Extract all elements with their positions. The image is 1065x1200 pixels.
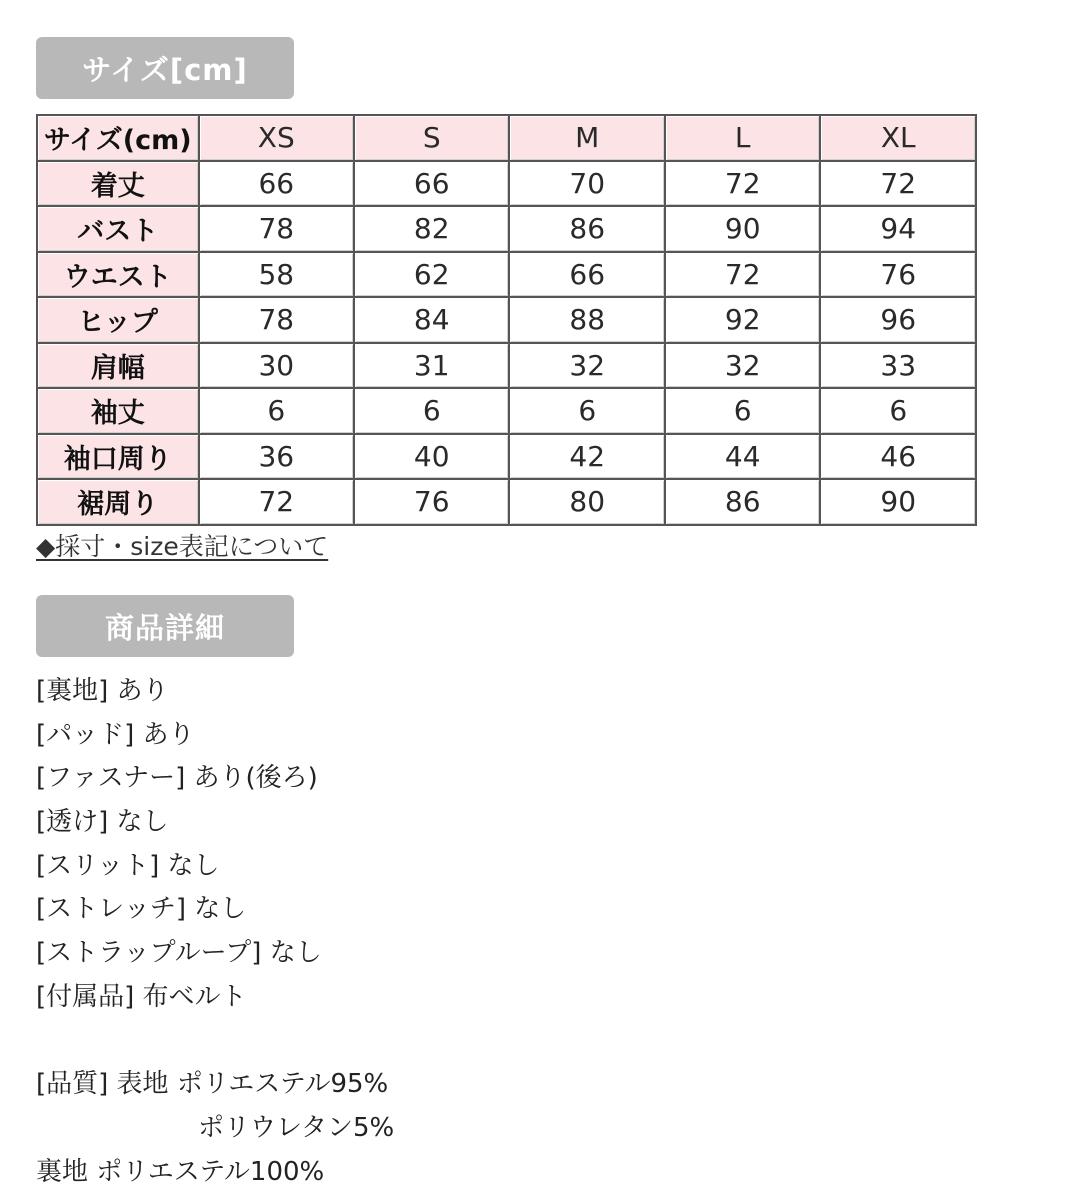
measurement-value: 90 — [821, 480, 977, 526]
measurement-value: 66 — [355, 162, 510, 208]
size-table-header-row — [38, 116, 977, 162]
measurement-value: 90 — [666, 207, 821, 253]
size-table-row — [38, 480, 977, 526]
measurement-value: 6 — [510, 389, 665, 435]
size-header-s: S — [355, 116, 510, 162]
size-table-row — [38, 162, 977, 208]
measurement-value: 40 — [355, 435, 510, 481]
measurement-label: ヒップ — [38, 298, 200, 344]
measurement-value: 66 — [510, 253, 665, 299]
size-table — [36, 114, 977, 526]
measurement-value: 6 — [200, 389, 355, 435]
detail-item: [スリット] なし — [36, 850, 220, 881]
measurement-value: 78 — [200, 298, 355, 344]
measurement-value: 86 — [666, 480, 821, 526]
size-measurement-note-link[interactable]: ◆採寸・size表記について — [36, 532, 329, 561]
measurement-label: 着丈 — [38, 162, 200, 208]
measurement-value: 32 — [666, 344, 821, 390]
product-detail-list — [36, 670, 394, 1194]
size-table-row — [38, 207, 977, 253]
measurement-value: 6 — [821, 389, 977, 435]
size-header-l: L — [666, 116, 821, 162]
measurement-value: 44 — [666, 435, 821, 481]
measurement-label: 裾周り — [38, 480, 200, 526]
detail-item: [ファスナー] あり(後ろ) — [36, 763, 318, 794]
detail-item: [ストレッチ] なし — [36, 894, 247, 925]
quality-line-outer: [品質] 表地 ポリエステル95% — [36, 1069, 389, 1100]
size-header-xl: XL — [821, 116, 977, 162]
detail-item: [ストラップループ] なし — [36, 938, 322, 969]
measurement-value: 32 — [510, 344, 665, 390]
detail-item: [透け] なし — [36, 807, 169, 838]
size-table-row — [38, 344, 977, 390]
quality-line-outer-2: ポリウレタン5% — [198, 1112, 395, 1143]
measurement-value: 76 — [821, 253, 977, 299]
measurement-value: 72 — [821, 162, 977, 208]
size-table-row — [38, 435, 977, 481]
measurement-value: 6 — [666, 389, 821, 435]
measurement-value: 76 — [355, 480, 510, 526]
measurement-value: 31 — [355, 344, 510, 390]
measurement-value: 6 — [355, 389, 510, 435]
size-header-m: M — [510, 116, 665, 162]
measurement-value: 92 — [666, 298, 821, 344]
size-header-xs: XS — [200, 116, 355, 162]
measurement-value: 70 — [510, 162, 665, 208]
detail-item: [付属品] 布ベルト — [36, 981, 247, 1012]
product-detail-section-tab: 商品詳細 — [36, 595, 294, 657]
measurement-value: 72 — [666, 162, 821, 208]
detail-item: [裏地] あり — [36, 676, 169, 706]
measurement-label: 袖丈 — [38, 389, 200, 435]
measurement-value: 66 — [200, 162, 355, 208]
measurement-value: 46 — [821, 435, 977, 481]
measurement-value: 72 — [666, 253, 821, 299]
measurement-value: 80 — [510, 480, 665, 526]
detail-item: [パッド] あり — [36, 719, 195, 750]
size-table-row — [38, 253, 977, 299]
measurement-value: 94 — [821, 207, 977, 253]
measurement-value: 33 — [821, 344, 977, 390]
measurement-label: バスト — [38, 207, 200, 253]
measurement-value: 86 — [510, 207, 665, 253]
measurement-value: 58 — [200, 253, 355, 299]
measurement-value: 72 — [200, 480, 355, 526]
measurement-value: 78 — [200, 207, 355, 253]
measurement-value: 62 — [355, 253, 510, 299]
size-table-row — [38, 298, 977, 344]
measurement-value: 88 — [510, 298, 665, 344]
size-table-corner-label: サイズ(cm) — [38, 116, 200, 162]
measurement-label: 肩幅 — [38, 344, 200, 390]
measurement-value: 30 — [200, 344, 355, 390]
measurement-value: 42 — [510, 435, 665, 481]
measurement-value: 96 — [821, 298, 977, 344]
measurement-value: 82 — [355, 207, 510, 253]
size-section-tab: サイズ[cm] — [36, 37, 294, 99]
spacer — [36, 1020, 394, 1064]
size-table-row — [38, 389, 977, 435]
measurement-value: 36 — [200, 435, 355, 481]
measurement-label: 袖口周り — [38, 435, 200, 481]
measurement-label: ウエスト — [38, 253, 200, 299]
measurement-value: 84 — [355, 298, 510, 344]
quality-line-lining: 裏地 ポリエステル100% — [36, 1156, 325, 1187]
